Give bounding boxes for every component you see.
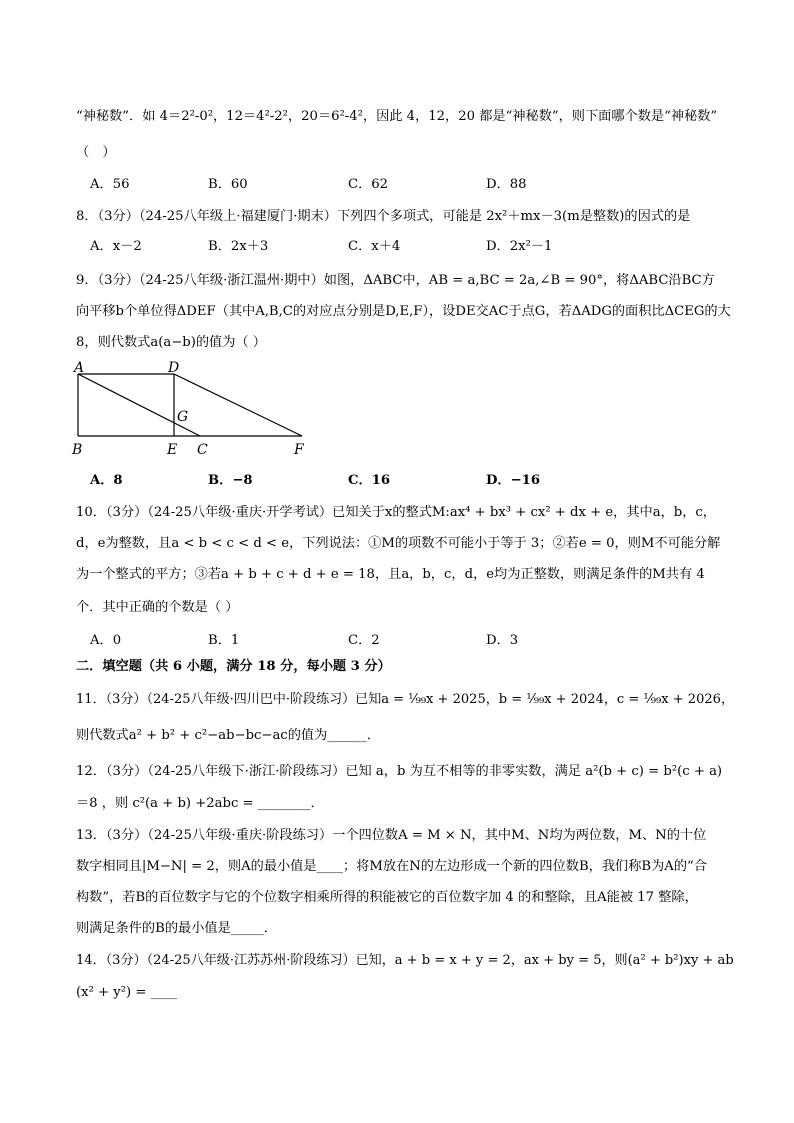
q7-option-b: B．60 — [208, 177, 248, 192]
q13-text-line-4: 则满足条件的B的最小值是_____． — [76, 921, 277, 936]
label-e: E — [167, 442, 178, 458]
q9-option-d: D．−16 — [486, 473, 541, 488]
q9-text-line-2: 向平移b个单位得ΔDEF（其中A,B,C的对应点分别是D,E,F），设DE交AC于点G，若ΔADG的面积比ΔCEG的大 — [76, 304, 731, 319]
q8-option-b: B．2x＋3 — [208, 239, 269, 254]
q10-text-line-1: 10．（3分）（24-25八年级·重庆·开学考试）已知关于x的整式M:ax⁴ + bx³ + cx² + dx + e，其中a，b，c， — [76, 505, 716, 520]
q11-text-line-1: 11．（3分）（24-25八年级·四川巴中·阶段练习）已知a = ¹⁄₉₉x + 2025，b = ¹⁄₉₉x + 2024，c = ¹⁄₉₉x + 2026， — [76, 692, 734, 707]
q10-option-b: B．1 — [208, 633, 240, 648]
label-a: A — [74, 360, 85, 376]
q13-text-line-2: 数字相同且|M−N| = 2，则A的最小值是____；将M放在N的左边形成一个新的四位数B，我们称B为A的“合 — [76, 859, 707, 874]
q9-option-b: B．−8 — [208, 473, 253, 488]
q7-answer-blank: （ ） — [76, 145, 116, 160]
q10-option-d: D．3 — [486, 633, 519, 648]
q7-text-line-1: “神秘数”．如 4＝2²-0²，12＝4²-2²，20＝6²-4²，因此 4，12，20 都是“神秘数”，则下面哪个数是“神秘数” — [76, 109, 718, 124]
q7-option-a: A．56 — [90, 177, 130, 192]
q7-option-d: D．88 — [486, 177, 527, 192]
q9-text-line-3: 8，则代数式a(a−b)的值为（ ） — [76, 335, 266, 350]
q10-text-line-3: 为一个整式的平方；③若a + b + c + d + e = 18，且a，b，c，d，e均为正整数，则满足条件的M共有 4 — [76, 567, 705, 582]
q10-text-line-2: d，e为整数，且a < b < c < d < e，下列说法：①M的项数不可能小于等于 3；②若e = 0，则M不可能分解 — [76, 536, 721, 551]
q8-option-d: D．2x²－1 — [486, 239, 553, 254]
q10-option-c: C．2 — [348, 633, 380, 648]
q8-option-a: A．x－2 — [90, 239, 142, 254]
q14-text-line-2: (x² + y²) = ____ — [76, 985, 177, 1000]
segment-ac — [78, 374, 200, 436]
label-b: B — [72, 442, 83, 458]
q10-option-a: A．0 — [90, 633, 122, 648]
q11-text-line-2: 则代数式a² + b² + c²−ab−bc−ac的值为______． — [76, 728, 381, 743]
label-f: F — [294, 442, 304, 458]
label-c: C — [197, 442, 208, 458]
q8-text-line-1: 8．（3分）（24-25八年级上·福建厦门·期末）下列四个多项式，可能是 2x²＋mx－3(m是整数)的因式的是 — [76, 209, 691, 224]
label-g: G — [177, 409, 189, 425]
q8-option-c: C．x＋4 — [348, 239, 401, 254]
q9-option-a: A．8 — [90, 473, 123, 488]
q9-option-c: C．16 — [348, 473, 391, 488]
q7-option-c: C．62 — [348, 177, 389, 192]
segment-df — [174, 374, 302, 436]
label-d: D — [168, 360, 180, 376]
q13-text-line-3: 构数”，若B的百位数字与它的个位数字相乘所得的积能被它的百位数字加 4 的和整除，且A能被 17 整除， — [76, 890, 698, 905]
q12-text-line-1: 12．（3分）（24-25八年级下·浙江·阶段练习）已知 a，b 为互不相等的非零实数，满足 a²(b + c) = b²(c + a) — [76, 764, 723, 779]
section-2-title: 二．填空题（共 6 小题，满分 18 分，每小题 3 分） — [76, 659, 391, 674]
q9-geometry-figure — [70, 358, 320, 458]
q9-text-line-1: 9．（3分）（24-25八年级·浙江温州·期中）如图，ΔABC中，AB = a,BC = 2a,∠B = 90°，将ΔABC沿BC方 — [76, 273, 715, 288]
q14-text-line-1: 14．（3分）（24-25八年级·江苏苏州·阶段练习）已知，a + b = x + y = 2，ax + by = 5，则(a² + b²)xy + ab — [76, 953, 734, 968]
q13-text-line-1: 13．（3分）（24-25八年级·重庆·阶段练习）一个四位数A = M × N，其中M、N均为两位数，M、N的十位 — [76, 828, 707, 843]
q10-text-line-4: 个．其中正确的个数是（ ） — [76, 600, 239, 615]
q12-text-line-2: ＝8 ，则 c²(a + b) +2abc = ________． — [76, 796, 324, 811]
